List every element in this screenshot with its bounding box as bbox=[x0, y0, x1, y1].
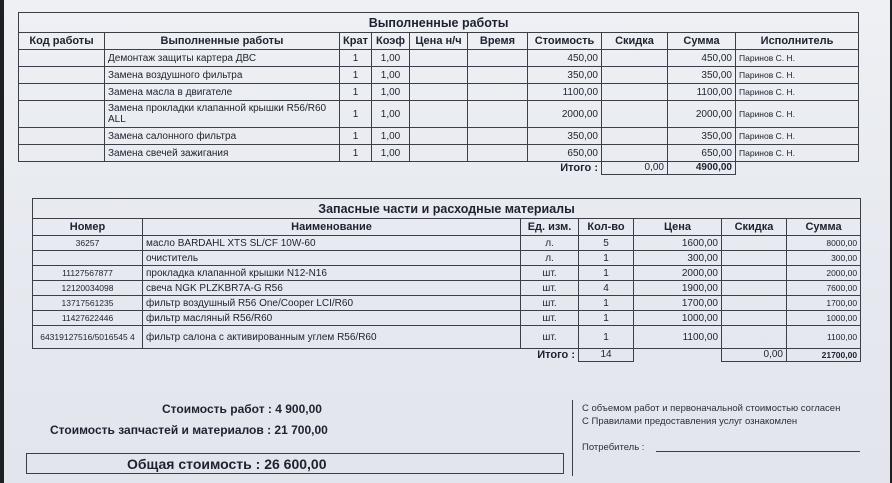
works-cell-name: Замена масла в двигателе bbox=[105, 84, 340, 101]
parts-header-cell: Скидка bbox=[722, 219, 787, 236]
works-cell-cost: 350,00 bbox=[528, 128, 602, 145]
works-cell-discount bbox=[602, 67, 668, 84]
consent-line-2: С Правилами предоставления услуг ознакомлен bbox=[582, 416, 798, 427]
parts-cell-number: 36257 bbox=[33, 236, 143, 251]
parts-total-label: Итого : bbox=[537, 349, 575, 361]
parts-cell-sum: 8000,00 bbox=[787, 236, 861, 251]
signature-label: Потребитель : bbox=[582, 442, 645, 453]
parts-cell-name: прокладка клапанной крышки N12-N16 bbox=[143, 266, 521, 281]
parts-header-cell: Ед. изм. bbox=[521, 219, 579, 236]
works-cell-name: Замена прокладки клапанной крышки R56/R60 ALL bbox=[105, 101, 340, 128]
parts-cell-sum: 300,00 bbox=[787, 251, 861, 266]
works-cell-discount bbox=[602, 101, 668, 128]
works-cell-cost: 2000,00 bbox=[528, 101, 602, 128]
works-cell-price bbox=[410, 50, 468, 67]
works-header-cell: Стоимость bbox=[528, 33, 602, 50]
parts-cell-qty: 5 bbox=[579, 236, 634, 251]
works-cell-koef: 1,00 bbox=[372, 84, 410, 101]
works-cell-worker: Паринов С. Н. bbox=[736, 84, 859, 101]
grand-total: Общая стоимость : 26 600,00 bbox=[26, 453, 564, 474]
parts-row bbox=[33, 296, 861, 311]
works-row bbox=[19, 84, 859, 101]
works-cell-krat: 1 bbox=[340, 67, 372, 84]
works-cell-krat: 1 bbox=[340, 50, 372, 67]
parts-row bbox=[33, 326, 861, 349]
parts-row bbox=[33, 311, 861, 326]
parts-cell-price: 1000,00 bbox=[634, 311, 722, 326]
works-cell-price bbox=[410, 145, 468, 162]
parts-total-qty: 14 bbox=[579, 349, 634, 362]
parts-cell-name: очиститель bbox=[143, 251, 521, 266]
parts-total-sum: 21700,00 bbox=[787, 349, 861, 362]
document-sheet bbox=[4, 0, 890, 483]
parts-header-cell: Наименование bbox=[143, 219, 521, 236]
parts-cell-number bbox=[33, 251, 143, 266]
works-cell-cost: 450,00 bbox=[528, 50, 602, 67]
parts-cell-qty: 1 bbox=[579, 251, 634, 266]
works-header-cell: Цена н/ч bbox=[410, 33, 468, 50]
works-cell-sum: 1100,00 bbox=[668, 84, 736, 101]
parts-cell-unit: шт. bbox=[521, 311, 579, 326]
section-divider bbox=[572, 400, 573, 476]
parts-cell-number: 11427622446 bbox=[33, 311, 143, 326]
parts-cell-price: 1900,00 bbox=[634, 281, 722, 296]
parts-header-cell: Кол-во bbox=[579, 219, 634, 236]
consent-line-1: С объемом работ и первоначальной стоимостью согласен bbox=[582, 403, 841, 414]
works-cell-code bbox=[19, 128, 105, 145]
works-cell-price bbox=[410, 84, 468, 101]
works-cell-discount bbox=[602, 128, 668, 145]
works-cell-time bbox=[468, 128, 528, 145]
works-header-cell: Код работы bbox=[19, 33, 105, 50]
parts-cell-discount bbox=[722, 281, 787, 296]
works-cell-koef: 1,00 bbox=[372, 101, 410, 128]
signature-line bbox=[656, 451, 860, 452]
works-cell-worker: Паринов С. Н. bbox=[736, 128, 859, 145]
parts-cell-discount bbox=[722, 311, 787, 326]
parts-cell-unit: л. bbox=[521, 236, 579, 251]
works-cell-price bbox=[410, 67, 468, 84]
works-cell-sum: 650,00 bbox=[668, 145, 736, 162]
parts-cell-sum: 7600,00 bbox=[787, 281, 861, 296]
works-cell-price bbox=[410, 128, 468, 145]
works-cell-discount bbox=[602, 84, 668, 101]
works-cell-krat: 1 bbox=[340, 101, 372, 128]
works-header-cell: Крат bbox=[340, 33, 372, 50]
parts-cell-number: 11127567877 bbox=[33, 266, 143, 281]
parts-cell-qty: 1 bbox=[579, 296, 634, 311]
parts-cell-number: 13717561235 bbox=[33, 296, 143, 311]
works-cell-name: Замена свечей зажигания bbox=[105, 145, 340, 162]
parts-cell-price: 1700,00 bbox=[634, 296, 722, 311]
works-row bbox=[19, 145, 859, 162]
works-total-label: Итого : bbox=[560, 162, 598, 174]
parts-cell-sum: 1100,00 bbox=[787, 326, 861, 349]
parts-cell-name: фильтр масляный R56/R60 bbox=[143, 311, 521, 326]
works-cell-code bbox=[19, 67, 105, 84]
works-cell-name: Демонтаж защиты картера ДВС bbox=[105, 50, 340, 67]
parts-cell-price: 300,00 bbox=[634, 251, 722, 266]
works-header-cell: Время bbox=[468, 33, 528, 50]
works-cell-sum: 350,00 bbox=[668, 128, 736, 145]
parts-header-cell: Номер bbox=[33, 219, 143, 236]
works-cell-time bbox=[468, 67, 528, 84]
parts-cell-discount bbox=[722, 266, 787, 281]
parts-header-cell: Цена bbox=[634, 219, 722, 236]
parts-cell-name: фильтр воздушный R56 One/Cooper LCI/R60 bbox=[143, 296, 521, 311]
works-cell-krat: 1 bbox=[340, 145, 372, 162]
works-cell-koef: 1,00 bbox=[372, 50, 410, 67]
works-header-cell: Сумма bbox=[668, 33, 736, 50]
parts-cell-unit: л. bbox=[521, 251, 579, 266]
works-cell-worker: Паринов С. Н. bbox=[736, 50, 859, 67]
works-cell-code bbox=[19, 50, 105, 67]
parts-cell-name: свеча NGK PLZKBR7A-G R56 bbox=[143, 281, 521, 296]
works-header-cell: Скидка bbox=[602, 33, 668, 50]
parts-cell-number: 12120034098 bbox=[33, 281, 143, 296]
parts-total-row bbox=[33, 349, 861, 362]
works-cell-worker: Паринов С. Н. bbox=[736, 67, 859, 84]
parts-cell-price: 1100,00 bbox=[634, 326, 722, 349]
works-cell-time bbox=[468, 145, 528, 162]
works-table bbox=[18, 12, 859, 175]
parts-cell-sum: 1700,00 bbox=[787, 296, 861, 311]
works-cell-time bbox=[468, 101, 528, 128]
works-total-sum: 4900,00 bbox=[668, 162, 736, 175]
works-cell-worker: Паринов С. Н. bbox=[736, 101, 859, 128]
works-cell-koef: 1,00 bbox=[372, 128, 410, 145]
works-row bbox=[19, 128, 859, 145]
parts-cell-name: фильтр салона с активированным углем R56/R60 bbox=[143, 326, 521, 349]
works-cell-name: Замена салонного фильтра bbox=[105, 128, 340, 145]
parts-cell-name: масло BARDAHL XTS SL/CF 10W-60 bbox=[143, 236, 521, 251]
works-cell-krat: 1 bbox=[340, 128, 372, 145]
works-cell-code bbox=[19, 145, 105, 162]
works-header-row bbox=[19, 33, 859, 50]
works-cell-discount bbox=[602, 50, 668, 67]
parts-cell-price: 2000,00 bbox=[634, 266, 722, 281]
parts-row bbox=[33, 251, 861, 266]
works-row bbox=[19, 67, 859, 84]
parts-cell-unit: шт. bbox=[521, 296, 579, 311]
parts-cost-summary: Стоимость запчастей и материалов : 21 700,00 bbox=[50, 423, 328, 437]
works-cell-koef: 1,00 bbox=[372, 145, 410, 162]
parts-row bbox=[33, 266, 861, 281]
works-cell-time bbox=[468, 84, 528, 101]
parts-cell-qty: 1 bbox=[579, 326, 634, 349]
parts-cell-discount bbox=[722, 251, 787, 266]
works-row bbox=[19, 101, 859, 128]
parts-table bbox=[32, 198, 861, 362]
parts-total-discount: 0,00 bbox=[722, 349, 787, 362]
works-cell-krat: 1 bbox=[340, 84, 372, 101]
works-cell-cost: 650,00 bbox=[528, 145, 602, 162]
works-row bbox=[19, 50, 859, 67]
parts-cell-qty: 4 bbox=[579, 281, 634, 296]
parts-cell-unit: шт. bbox=[521, 266, 579, 281]
parts-row bbox=[33, 236, 861, 251]
works-cell-time bbox=[468, 50, 528, 67]
parts-cell-qty: 1 bbox=[579, 311, 634, 326]
parts-cell-price: 1600,00 bbox=[634, 236, 722, 251]
works-cell-worker: Паринов С. Н. bbox=[736, 145, 859, 162]
works-cell-code bbox=[19, 84, 105, 101]
parts-cell-unit: шт. bbox=[521, 281, 579, 296]
works-cell-koef: 1,00 bbox=[372, 67, 410, 84]
parts-cell-discount bbox=[722, 296, 787, 311]
parts-cell-number: 64319127516/5016545 4 bbox=[33, 326, 143, 349]
works-cell-name: Замена воздушного фильтра bbox=[105, 67, 340, 84]
parts-cell-sum: 1000,00 bbox=[787, 311, 861, 326]
works-cell-discount bbox=[602, 145, 668, 162]
works-cell-code bbox=[19, 101, 105, 128]
works-cell-sum: 2000,00 bbox=[668, 101, 736, 128]
works-cell-sum: 350,00 bbox=[668, 67, 736, 84]
works-header-cell: Выполненные работы bbox=[105, 33, 340, 50]
parts-header-cell: Сумма bbox=[787, 219, 861, 236]
parts-cell-discount bbox=[722, 236, 787, 251]
parts-cell-qty: 1 bbox=[579, 266, 634, 281]
parts-row bbox=[33, 281, 861, 296]
parts-cell-discount bbox=[722, 326, 787, 349]
works-header-cell: Коэф bbox=[372, 33, 410, 50]
works-cell-sum: 450,00 bbox=[668, 50, 736, 67]
works-cell-cost: 350,00 bbox=[528, 67, 602, 84]
works-total-discount: 0,00 bbox=[602, 162, 668, 175]
works-cell-cost: 1100,00 bbox=[528, 84, 602, 101]
works-total-row bbox=[19, 162, 859, 175]
parts-cell-unit: шт. bbox=[521, 326, 579, 349]
parts-title: Запасные части и расходные материалы bbox=[33, 199, 861, 219]
works-cell-price bbox=[410, 101, 468, 128]
works-title: Выполненные работы bbox=[19, 13, 859, 33]
works-cost-summary: Стоимость работ : 4 900,00 bbox=[162, 402, 322, 416]
parts-header-row bbox=[33, 219, 861, 236]
parts-cell-sum: 2000,00 bbox=[787, 266, 861, 281]
works-header-cell: Исполнитель bbox=[736, 33, 859, 50]
